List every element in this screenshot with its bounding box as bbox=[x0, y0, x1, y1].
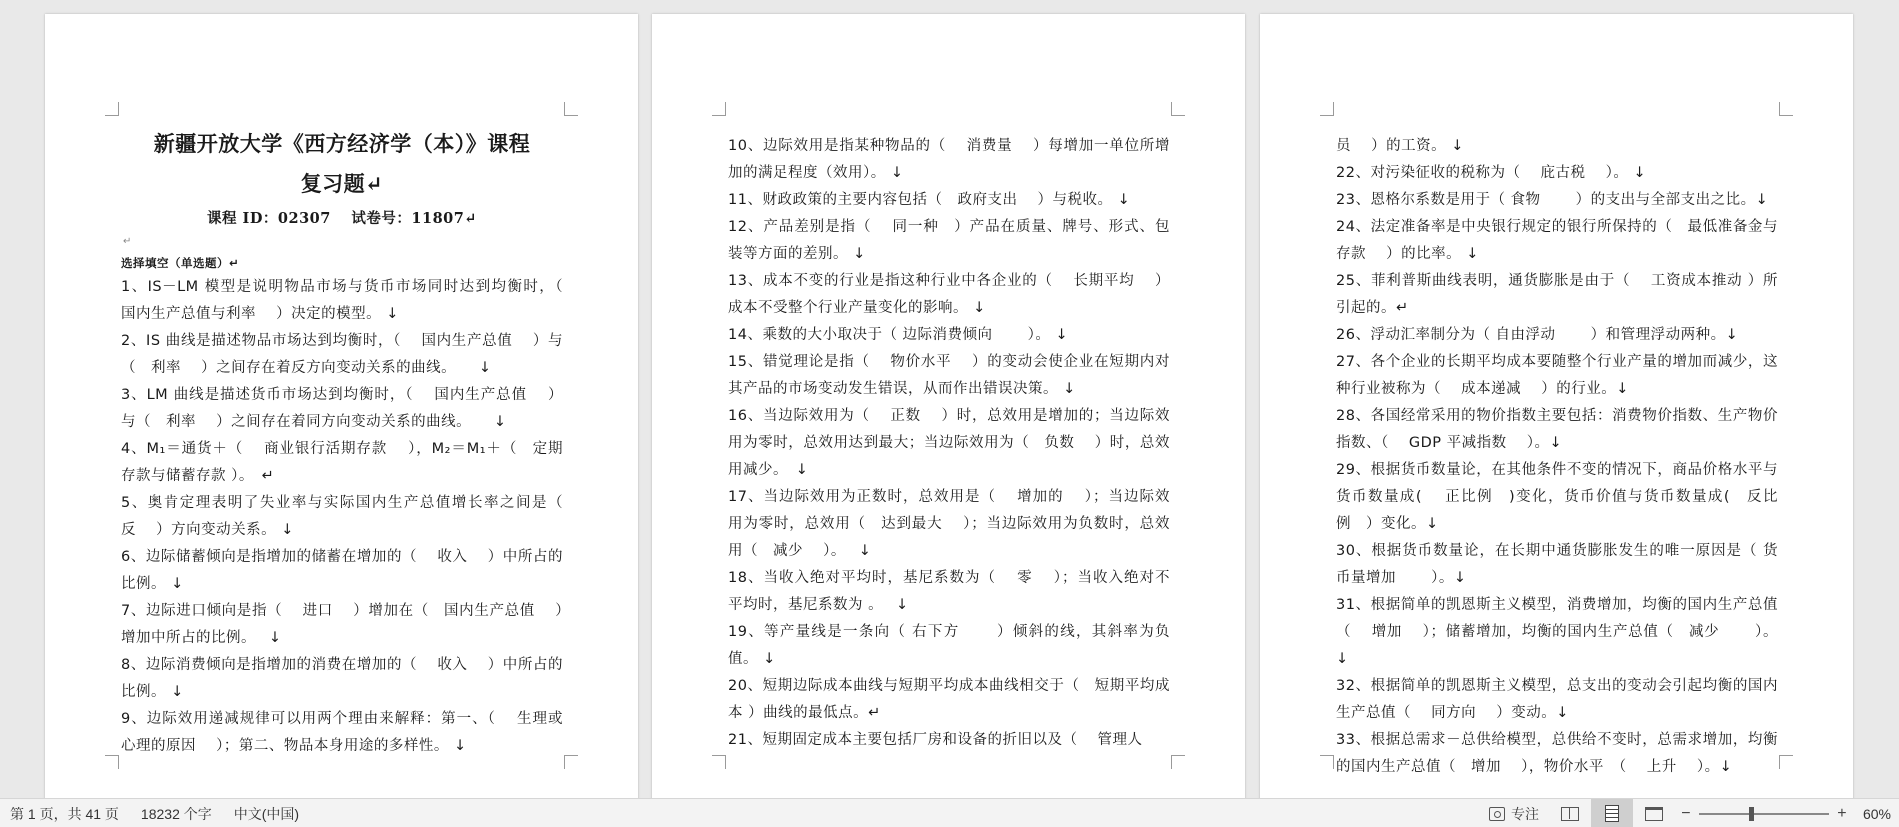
page-indicator[interactable]: 第 1 页，共 41 页 bbox=[10, 805, 119, 822]
question-list bbox=[728, 133, 1170, 754]
crop-mark-bottom-left bbox=[712, 755, 726, 769]
question-paragraph: 25、菲利普斯曲线表明，通货膨胀是由于（ 工资成本推动 ）所引起的。↵ bbox=[1336, 273, 1778, 316]
question-paragraph: 22、对污染征收的税称为（ 庇古税 ）。 ↓ bbox=[1336, 165, 1647, 181]
word-count[interactable]: 18232 个字 bbox=[140, 805, 212, 822]
question-paragraph: 33、根据总需求－总供给模型，总供给不变时，总需求增加，均衡的国内生产总值（ 增加 ），物价水平 （ 上升 ）。↓ bbox=[1336, 732, 1778, 775]
question-paragraph: 16、当边际效用为（ 正数 ）时，总效用是增加的；当边际效用为零时，总效用达到最大；当边际效用为（ 负数 ）时，总效用减少。 ↓ bbox=[728, 408, 1170, 478]
question-paragraph: 24、法定准备率是中央银行规定的银行所保持的（ 最低准备金与存款 ）的比率。 ↓ bbox=[1336, 219, 1778, 262]
crop-mark-top-right bbox=[564, 102, 578, 116]
question-paragraph: 9、边际效用递减规律可以用两个理由来解释：第一、（ 生理或心理的原因 ）；第二、物品本身用途的多样性。 ↓ bbox=[121, 711, 563, 754]
focus-icon bbox=[1489, 807, 1505, 821]
question-paragraph: 21、短期固定成本主要包括厂房和设备的折旧以及（ 管理人 bbox=[728, 732, 1143, 748]
question-paragraph: 15、错觉理论是指（ 物价水平 ）的变动会使企业在短期内对其产品的市场变动发生错误，从而作出错误决策。 ↓ bbox=[728, 354, 1170, 397]
question-paragraph: 30、根据货币数量论，在长期中通货膨胀发生的唯一原因是（ 货币量增加 ）。↓ bbox=[1336, 543, 1778, 586]
question-paragraph: 13、成本不变的行业是指这种行业中各企业的（ 长期平均 ）成本不受整个行业产量变化的影响。 ↓ bbox=[728, 273, 1170, 316]
crop-mark-bottom-left bbox=[1320, 755, 1334, 769]
question-paragraph: 6、边际储蓄倾向是指增加的储蓄在增加的（ 收入 ）中所占的比例。 ↓ bbox=[121, 549, 563, 592]
question-paragraph: 7、边际进口倾向是指（ 进口 ）增加在（ 国内生产总值 ）增加中所占的比例。 ↓ bbox=[121, 603, 563, 646]
question-paragraph: 23、恩格尔系数是用于（ 食物 ）的支出与全部支出之比。↓ bbox=[1336, 192, 1769, 208]
zoom-out-button[interactable]: − bbox=[1681, 804, 1691, 822]
question-paragraph: 14、乘数的大小取决于（ 边际消费倾向 ）。 ↓ bbox=[728, 327, 1069, 343]
language-indicator[interactable]: 中文(中国) bbox=[233, 805, 300, 822]
page-content[interactable] bbox=[1336, 133, 1778, 781]
zoom-slider[interactable] bbox=[1699, 813, 1829, 815]
web-layout-icon bbox=[1645, 807, 1663, 821]
paragraph-mark: ↵ bbox=[123, 236, 132, 247]
crop-mark-bottom-right bbox=[1171, 755, 1185, 769]
question-paragraph: 1、IS－LM 模型是说明物品市场与货币市场同时达到均衡时，（ 国内生产总值与利率 ）决定的模型。 ↓ bbox=[121, 279, 578, 322]
question-paragraph: 19、等产量线是一条向（ 右下方 ）倾斜的线，其斜率为负值。 ↓ bbox=[728, 624, 1170, 667]
question-paragraph: 4、M₁＝通货＋（ 商业银行活期存款 ），M₂＝M₁＋（ 定期存款与储蓄存款 ）。 ↵ bbox=[121, 441, 563, 484]
question-paragraph: 8、边际消费倾向是指增加的消费在增加的（ 收入 ）中所占的比例。 ↓ bbox=[121, 657, 563, 700]
question-paragraph: 27、各个企业的长期平均成本要随整个行业产量的增加而减少，这种行业被称为（ 成本递减 ）的行业。↓ bbox=[1336, 354, 1778, 397]
crop-mark-bottom-right bbox=[1779, 755, 1793, 769]
book-icon bbox=[1561, 807, 1579, 821]
crop-mark-top-right bbox=[1779, 102, 1793, 116]
course-id-line: 课程 ID：02307 试卷号：11807↵ bbox=[207, 210, 477, 227]
question-paragraph: 5、奥肯定理表明了失业率与实际国内生产总值增长率之间是（ 反 ）方向变动关系。 ↓ bbox=[121, 495, 578, 538]
zoom-slider-thumb[interactable] bbox=[1749, 807, 1754, 821]
crop-mark-top-left bbox=[105, 102, 119, 116]
question-paragraph: 11、财政政策的主要内容包括（ 政府支出 ）与税收。 ↓ bbox=[728, 192, 1131, 208]
read-mode-button[interactable] bbox=[1549, 799, 1591, 827]
question-paragraph: 17、当边际效用为正数时，总效用是（ 增加的 ）；当边际效用为零时，总效用（ 达到最大 ）；当边际效用为负数时，总效用（ 减少 ）。 ↓ bbox=[728, 489, 1170, 559]
question-paragraph: 26、浮动汇率制分为（ 自由浮动 ）和管理浮动两种。↓ bbox=[1336, 327, 1739, 343]
question-list bbox=[1336, 133, 1778, 781]
crop-mark-bottom-left bbox=[105, 755, 119, 769]
section-heading: 选择填空（单选题）↵ bbox=[121, 256, 240, 270]
print-layout-button[interactable] bbox=[1591, 799, 1633, 827]
question-paragraph: 31、根据简单的凯恩斯主义模型，消费增加，均衡的国内生产总值（ 增加 ）；储蓄增加，均衡的国内生产总值（ 减少 ）。 ↓ bbox=[1336, 597, 1778, 667]
crop-mark-top-left bbox=[1320, 102, 1334, 116]
document-title bbox=[121, 124, 563, 204]
zoom-in-button[interactable]: + bbox=[1837, 804, 1847, 822]
question-paragraph: 18、当收入绝对平均时，基尼系数为（ 零 ）；当收入绝对不平均时，基尼系数为 。 ↓ bbox=[728, 570, 1170, 613]
page-content[interactable] bbox=[121, 124, 578, 760]
page-content[interactable] bbox=[728, 133, 1170, 754]
document-title-line-1: 新疆开放大学《西方经济学（本）》课程 bbox=[153, 131, 531, 156]
document-page-2[interactable] bbox=[652, 14, 1245, 798]
question-paragraph: 2、IS 曲线是描述物品市场达到均衡时，（ 国内生产总值 ）与（ 利率 ）之间存在着反方向变动关系的曲线。 ↓ bbox=[121, 333, 563, 376]
document-page-3[interactable] bbox=[1260, 14, 1853, 798]
question-paragraph: 10、边际效用是指某种物品的（ 消费量 ）每增加一单位所增加的满足程度（效用）。 ↓ bbox=[728, 138, 1170, 181]
crop-mark-bottom-right bbox=[564, 755, 578, 769]
document-title-line-2: 复习题↵ bbox=[300, 171, 384, 196]
question-paragraph: 3、LM 曲线是描述货币市场达到均衡时，（ 国内生产总值 ）与（ 利率 ）之间存在着同方向变动关系的曲线。 ↓ bbox=[121, 387, 563, 430]
question-list bbox=[121, 274, 578, 760]
question-paragraph: 28、各国经常采用的物价指数主要包括：消费物价指数、生产物价指数、（ GDP 平减指数 ）。↓ bbox=[1336, 408, 1778, 451]
page-layout-icon bbox=[1605, 805, 1619, 822]
crop-mark-top-right bbox=[1171, 102, 1185, 116]
document-page-1[interactable] bbox=[45, 14, 638, 798]
focus-label: 专注 bbox=[1510, 805, 1539, 822]
focus-mode-button[interactable] bbox=[1479, 799, 1549, 827]
status-bar bbox=[0, 798, 1899, 827]
question-paragraph: 20、短期边际成本曲线与短期平均成本曲线相交于（ 短期平均成本 ）曲线的最低点。↵ bbox=[728, 678, 1170, 721]
question-paragraph: 员 ）的工资。 ↓ bbox=[1336, 138, 1464, 154]
question-paragraph: 32、根据简单的凯恩斯主义模型，总支出的变动会引起均衡的国内生产总值（ 同方向 ）变动。↓ bbox=[1336, 678, 1778, 721]
question-paragraph: 12、产品差别是指（ 同一种 ）产品在质量、牌号、形式、包装等方面的差别。 ↓ bbox=[728, 219, 1170, 262]
crop-mark-top-left bbox=[712, 102, 726, 116]
question-paragraph: 29、根据货币数量论，在其他条件不变的情况下，商品价格水平与货币数量成( 正比例 )变化，货币价值与货币数量成( 反比例 ）变化。↓ bbox=[1336, 462, 1778, 532]
web-layout-button[interactable] bbox=[1633, 799, 1675, 827]
zoom-level[interactable]: 60% bbox=[1862, 805, 1891, 822]
